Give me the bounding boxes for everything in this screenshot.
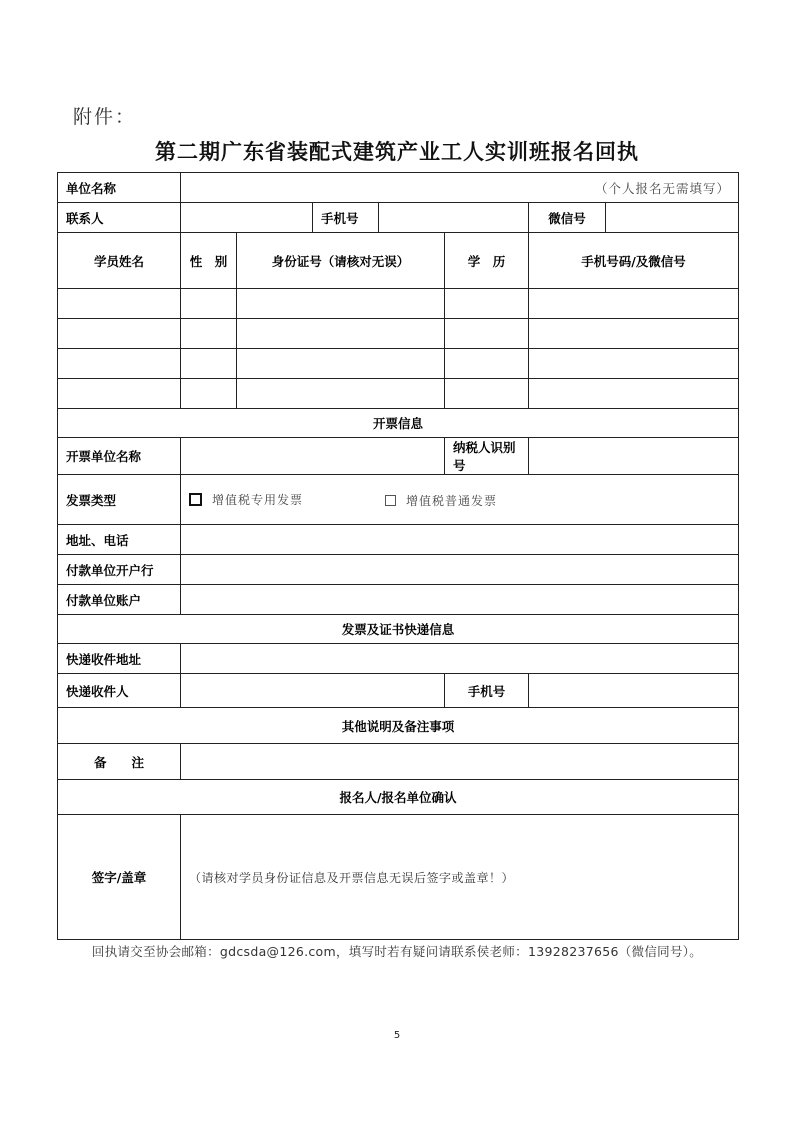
address-phone-label: 地址、电话 xyxy=(58,525,181,555)
student-name-header: 学员姓名 xyxy=(58,233,181,289)
education-header: 学 历 xyxy=(445,233,529,289)
checkbox-icon[interactable] xyxy=(189,493,202,506)
id-number-field[interactable] xyxy=(237,289,445,319)
id-number-field[interactable] xyxy=(237,379,445,409)
registration-form-table xyxy=(57,172,739,940)
notes-section-title: 其他说明及备注事项 xyxy=(58,708,739,744)
notes-label: 备 注 xyxy=(58,744,181,780)
signature-hint: （请核对学员身份证信息及开票信息无误后签字或盖章！） xyxy=(189,870,515,885)
student-row xyxy=(58,289,739,319)
confirm-section-title: 报名人/报名单位确认 xyxy=(58,780,739,815)
recipient-field[interactable] xyxy=(181,674,445,708)
tax-id-label: 纳税人识别号 xyxy=(445,438,529,475)
student-name-field[interactable] xyxy=(58,379,181,409)
contact-wechat-label: 微信号 xyxy=(529,203,606,233)
education-field[interactable] xyxy=(445,349,529,379)
student-row xyxy=(58,349,739,379)
bank-label: 付款单位开户行 xyxy=(58,555,181,585)
delivery-address-field[interactable] xyxy=(181,644,739,674)
education-field[interactable] xyxy=(445,319,529,349)
invoice-section-title: 开票信息 xyxy=(58,409,739,438)
address-phone-field[interactable] xyxy=(181,525,739,555)
unit-name-label: 单位名称 xyxy=(58,173,181,203)
tax-id-field[interactable] xyxy=(529,438,739,475)
gender-field[interactable] xyxy=(181,379,237,409)
education-field[interactable] xyxy=(445,379,529,409)
contact-label: 联系人 xyxy=(58,203,181,233)
phone-wechat-field[interactable] xyxy=(529,379,739,409)
account-field[interactable] xyxy=(181,585,739,615)
contact-phone-label: 手机号 xyxy=(313,203,379,233)
phone-wechat-field[interactable] xyxy=(529,349,739,379)
recipient-label: 快递收件人 xyxy=(58,674,181,708)
gender-field[interactable] xyxy=(181,289,237,319)
page-number: 5 xyxy=(393,1030,401,1041)
vat-special-label: 增值税专用发票 xyxy=(212,492,304,507)
id-number-header: 身份证号（请核对无误） xyxy=(237,233,445,289)
gender-field[interactable] xyxy=(181,349,237,379)
signature-field[interactable] xyxy=(181,815,739,940)
checkbox-icon[interactable] xyxy=(385,495,396,506)
id-number-field[interactable] xyxy=(237,319,445,349)
recipient-phone-label: 手机号 xyxy=(445,674,529,708)
id-number-field[interactable] xyxy=(237,349,445,379)
footer-note: 回执请交至协会邮箱：gdcsda@126.com，填写时若有疑问请联系侯老师：13928237656（微信同号）。 xyxy=(91,944,703,959)
delivery-section-title: 发票及证书快递信息 xyxy=(58,615,739,644)
contact-phone-field[interactable] xyxy=(379,203,529,233)
student-name-field[interactable] xyxy=(58,349,181,379)
page-title: 第二期广东省装配式建筑产业工人实训班报名回执 xyxy=(155,140,639,164)
contact-field[interactable] xyxy=(181,203,313,233)
student-row xyxy=(58,379,739,409)
unit-name-field[interactable]: （个人报名无需填写） xyxy=(181,173,739,203)
recipient-phone-field[interactable] xyxy=(529,674,739,708)
vat-special-option[interactable] xyxy=(189,491,303,508)
contact-wechat-field[interactable] xyxy=(606,203,739,233)
student-row xyxy=(58,319,739,349)
invoice-company-label: 开票单位名称 xyxy=(58,438,181,475)
delivery-address-label: 快递收件地址 xyxy=(58,644,181,674)
gender-field[interactable] xyxy=(181,319,237,349)
phone-wechat-field[interactable] xyxy=(529,289,739,319)
account-label: 付款单位账户 xyxy=(58,585,181,615)
signature-label: 签字/盖章 xyxy=(58,815,181,940)
education-field[interactable] xyxy=(445,289,529,319)
bank-field[interactable] xyxy=(181,555,739,585)
invoice-type-label: 发票类型 xyxy=(58,475,181,525)
student-name-field[interactable] xyxy=(58,289,181,319)
invoice-company-field[interactable] xyxy=(181,438,445,475)
student-name-field[interactable] xyxy=(58,319,181,349)
invoice-type-options xyxy=(181,475,739,525)
notes-field[interactable] xyxy=(181,744,739,780)
attachment-label: 附件： xyxy=(73,106,137,128)
vat-normal-option[interactable] xyxy=(385,492,497,509)
phone-wechat-field[interactable] xyxy=(529,319,739,349)
gender-header: 性 别 xyxy=(181,233,237,289)
vat-normal-label: 增值税普通发票 xyxy=(406,493,498,508)
phone-wechat-header: 手机号码/及微信号 xyxy=(529,233,739,289)
